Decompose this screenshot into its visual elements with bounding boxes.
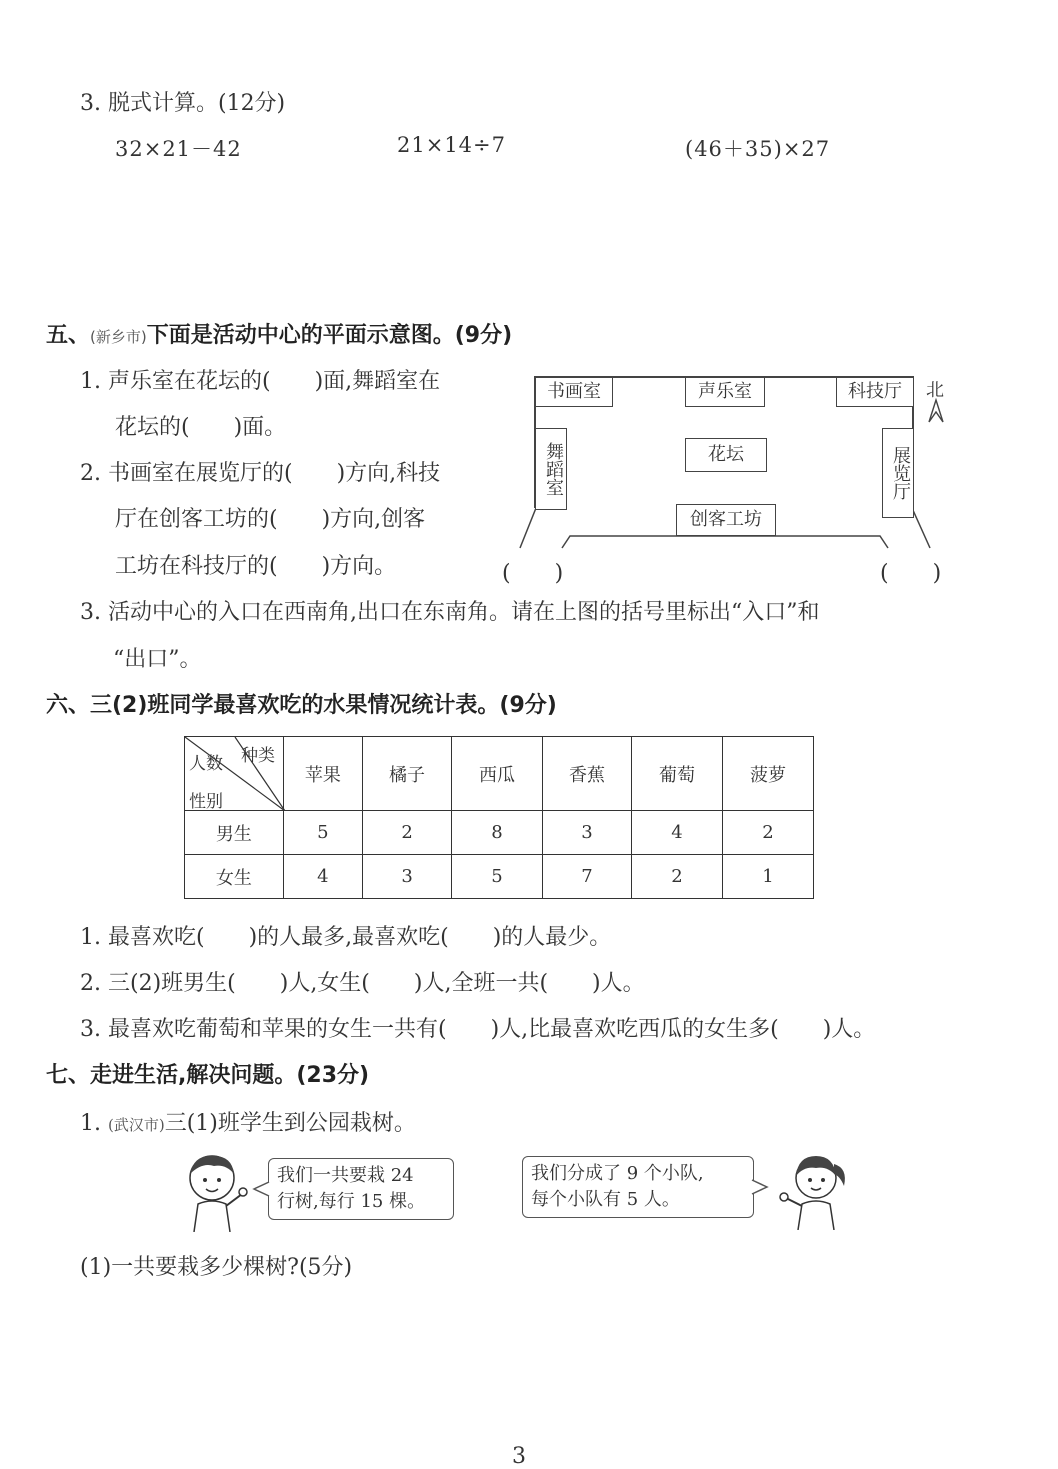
section-5-source: (新乡市) xyxy=(90,328,147,346)
s7-q1-text: 三(1)班学生到公园栽树。 xyxy=(164,1111,416,1136)
section-5-prefix: 五、 xyxy=(46,323,91,348)
header-fruit: 葡萄 xyxy=(632,737,723,811)
table-row xyxy=(185,811,814,855)
room-calligraphy: 书画室 xyxy=(535,377,613,407)
row-label: 女生 xyxy=(185,855,284,899)
header-fruit: 香蕉 xyxy=(543,737,632,811)
section-7-heading: 七、走进生活,解决问题。(23分) xyxy=(46,1063,370,1088)
expr-1: 32×21－42 xyxy=(115,137,242,161)
entrance-bracket-left[interactable]: ( ) xyxy=(502,561,564,586)
table-cell: 3 xyxy=(543,811,632,855)
header-fruit: 菠萝 xyxy=(722,737,813,811)
s5-q2-line1: 2. 书画室在展览厅的( )方向,科技 xyxy=(80,461,441,486)
s6-q2: 2. 三(2)班男生( )人,女生( )人,全班一共( )人。 xyxy=(80,971,645,996)
flower-bed: 花坛 xyxy=(685,438,767,472)
s5-q2-line3: 工坊在科技厅的( )方向。 xyxy=(115,554,397,579)
corner-count: 人数 xyxy=(189,754,223,774)
s7-q1 xyxy=(80,1106,416,1137)
page-number: 3 xyxy=(512,1444,526,1469)
s6-q3: 3. 最喜欢吃葡萄和苹果的女生一共有( )人,比最喜欢吃西瓜的女生多( )人。 xyxy=(80,1017,876,1042)
girl-illustration-icon xyxy=(772,1146,852,1230)
north-arrow-icon xyxy=(926,398,946,424)
header-fruit: 西瓜 xyxy=(452,737,543,811)
table-cell: 4 xyxy=(632,811,723,855)
boy-illustration-icon xyxy=(180,1148,252,1232)
s5-q1-line2: 花坛的( )面。 xyxy=(115,415,287,440)
header-fruit: 苹果 xyxy=(283,737,362,811)
section-6-heading: 六、三(2)班同学最喜欢吃的水果情况统计表。(9分) xyxy=(46,693,557,718)
s7-q1-prefix: 1. xyxy=(80,1111,108,1136)
room-maker: 创客工坊 xyxy=(676,504,776,536)
table-corner xyxy=(185,737,284,811)
speech-bubble-girl xyxy=(522,1156,754,1218)
row-label: 男生 xyxy=(185,811,284,855)
bubble-girl-tail xyxy=(751,1178,769,1196)
room-exhibit: 展览厅 xyxy=(882,428,914,518)
table-cell: 3 xyxy=(363,855,452,899)
table-row xyxy=(185,855,814,899)
table-cell: 2 xyxy=(363,811,452,855)
bubble-boy-tail xyxy=(252,1180,270,1198)
table-cell: 2 xyxy=(722,811,813,855)
north-label: 北 xyxy=(926,380,944,401)
entrance-bracket-right[interactable]: ( ) xyxy=(880,561,942,586)
expr-2: 21×14÷7 xyxy=(397,133,506,157)
s5-q1-line1: 1. 声乐室在花坛的( )面,舞蹈室在 xyxy=(80,369,441,394)
table-cell: 2 xyxy=(632,855,723,899)
bubble-boy-line1: 我们一共要栽 24 xyxy=(277,1165,414,1186)
s5-q3-line2: “出口”。 xyxy=(113,647,202,672)
table-cell: 7 xyxy=(543,855,632,899)
s6-q1: 1. 最喜欢吃( )的人最多,最喜欢吃( )的人最少。 xyxy=(80,925,612,950)
room-tech: 科技厅 xyxy=(836,377,914,407)
expr-3: (46＋35)×27 xyxy=(685,137,831,161)
s5-q3-line1: 3. 活动中心的入口在西南角,出口在东南角。请在上图的括号里标出“入口”和 xyxy=(80,600,820,625)
s5-q2-line2: 厅在创客工坊的( )方向,创客 xyxy=(115,507,426,532)
speech-bubble-boy xyxy=(268,1158,454,1220)
room-vocal: 声乐室 xyxy=(685,377,765,407)
header-fruit: 橘子 xyxy=(363,737,452,811)
section-5-main: 下面是活动中心的平面示意图。(9分) xyxy=(146,323,513,348)
q3-title: 3. 脱式计算。(12分) xyxy=(80,91,286,116)
corner-kind: 种类 xyxy=(241,746,275,766)
table-cell: 8 xyxy=(452,811,543,855)
room-dance: 舞蹈室 xyxy=(535,428,567,510)
s7-q1-source: (武汉市) xyxy=(107,1116,165,1134)
fruit-stat-table xyxy=(184,736,814,899)
bubble-boy-line2: 行树,每行 15 棵。 xyxy=(277,1191,426,1212)
table-cell: 1 xyxy=(722,855,813,899)
bubble-girl-line2: 每个小队有 5 人。 xyxy=(531,1189,680,1210)
bubble-girl-line1: 我们分成了 9 个小队, xyxy=(531,1163,704,1184)
section-5-heading xyxy=(46,318,512,349)
table-cell: 5 xyxy=(283,811,362,855)
s7-sub1: (1)一共要栽多少棵树?(5分) xyxy=(80,1255,353,1280)
table-cell: 4 xyxy=(283,855,362,899)
corner-gender: 性别 xyxy=(189,792,223,812)
table-cell: 5 xyxy=(452,855,543,899)
